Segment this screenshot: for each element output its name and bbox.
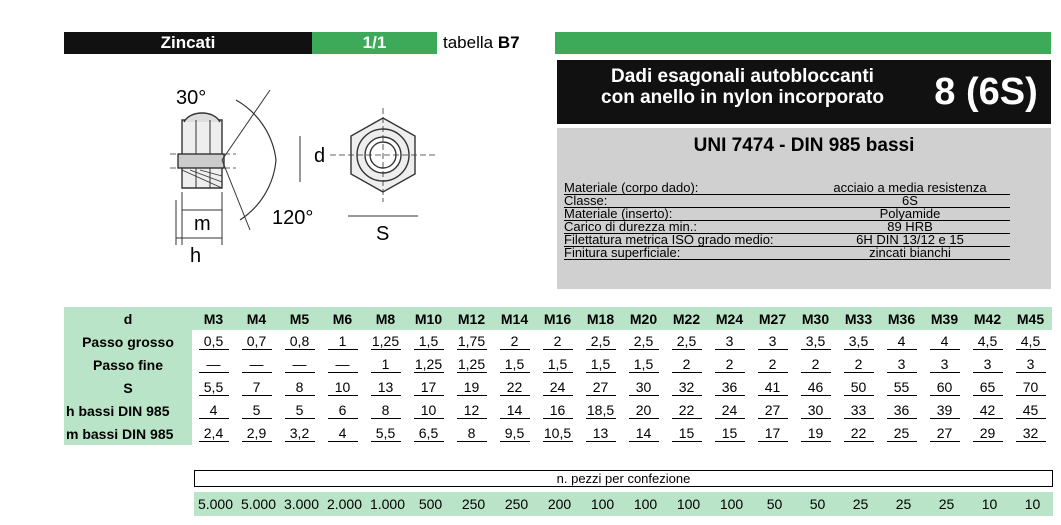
table-cell-value: 39 <box>930 402 960 419</box>
table-cell <box>450 399 493 422</box>
table-row <box>64 399 1052 422</box>
table-cell-value: 32 <box>672 379 702 396</box>
page-indicator: 1/1 <box>312 32 437 54</box>
table-cell <box>794 353 837 376</box>
pieces-cell: 50 <box>809 496 826 512</box>
spec-value: Polyamide <box>810 207 1010 221</box>
table-cell-value: 17 <box>414 379 444 396</box>
table-cell-value: 2 <box>758 356 788 373</box>
table-cell <box>364 399 407 422</box>
table-cell-value: 1,25 <box>414 356 443 372</box>
table-cell <box>966 399 1009 422</box>
table-cell <box>235 330 278 353</box>
table-cell <box>708 353 751 376</box>
table-cell <box>536 399 579 422</box>
table-cell <box>493 376 536 399</box>
table-cell-value: 4 <box>199 402 229 419</box>
spec-standard: UNI 7474 - DIN 985 bassi <box>693 135 915 156</box>
table-cell-value: 46 <box>801 379 831 396</box>
table-row <box>64 422 1052 445</box>
table-cell <box>278 330 321 353</box>
table-cell <box>622 353 665 376</box>
table-cell-value: 2,5 <box>586 333 616 350</box>
finish-header: Zincati <box>64 32 312 54</box>
table-cell-value: 2,5 <box>672 333 702 350</box>
size-header-cell: M27 <box>751 307 794 330</box>
table-cell <box>235 376 278 399</box>
table-header-row <box>64 307 1052 330</box>
size-header-cell: M16 <box>536 307 579 330</box>
row-label: h bassi DIN 985 <box>64 399 192 422</box>
table-cell-value: 18,5 <box>586 402 615 418</box>
pieces-per-pack-header: n. pezzi per confezione <box>194 470 1053 487</box>
label-h: h <box>190 245 202 267</box>
table-cell <box>450 353 493 376</box>
row-label: m bassi DIN 985 <box>64 422 192 445</box>
table-cell-value: 10 <box>414 402 444 419</box>
table-cell <box>665 399 708 422</box>
table-cell-value: 2 <box>715 356 745 373</box>
spec-label: Finitura superficiale: <box>564 246 814 260</box>
spec-label: Materiale (corpo dado): <box>564 181 814 195</box>
table-cell <box>837 422 880 445</box>
table-cell <box>321 376 364 399</box>
table-cell-value: 27 <box>586 379 616 396</box>
table-reference <box>437 32 561 54</box>
nut-diagram <box>140 70 560 280</box>
table-prefix: tabella <box>443 33 498 52</box>
table-cell <box>579 353 622 376</box>
table-cell <box>1009 376 1052 399</box>
size-header-cell: M10 <box>407 307 450 330</box>
table-cell-value: 2,4 <box>199 425 229 442</box>
table-cell-value: 2 <box>672 356 702 373</box>
table-cell-value: 1,25 <box>457 356 486 372</box>
table-cell <box>450 422 493 445</box>
table-cell-value: 30 <box>801 402 831 419</box>
table-cell <box>751 422 794 445</box>
table-cell <box>966 376 1009 399</box>
table-cell-value: 36 <box>887 402 917 419</box>
table-cell-value: 55 <box>887 379 917 396</box>
table-cell-value: 22 <box>500 379 530 396</box>
label-m: m <box>194 213 211 235</box>
table-cell-value: 3 <box>887 356 917 373</box>
table-row <box>64 353 1052 376</box>
table-cell-value: 8 <box>285 379 315 396</box>
table-cell <box>364 330 407 353</box>
table-cell <box>321 330 364 353</box>
spec-value: zincati bianchi <box>810 246 1010 260</box>
table-cell-value: 13 <box>586 425 616 442</box>
table-header-label: d <box>64 307 192 330</box>
table-cell <box>966 422 1009 445</box>
table-cell-value: 19 <box>801 425 831 442</box>
table-cell <box>880 422 923 445</box>
size-header-cell: M8 <box>364 307 407 330</box>
table-cell <box>794 330 837 353</box>
table-cell <box>923 353 966 376</box>
table-cell <box>665 353 708 376</box>
size-header-cell: M14 <box>493 307 536 330</box>
table-cell-value: 4,5 <box>973 333 1003 350</box>
table-cell <box>1009 422 1052 445</box>
table-cell <box>536 353 579 376</box>
table-cell-value: 1,5 <box>414 333 444 350</box>
table-cell-value: 2 <box>543 333 573 350</box>
table-cell-value: 6 <box>328 402 358 419</box>
table-cell-value: 12 <box>457 402 487 419</box>
size-header-cell: M12 <box>450 307 493 330</box>
table-cell <box>235 422 278 445</box>
size-header-cell: M45 <box>1009 307 1052 330</box>
table-code: B7 <box>497 33 520 52</box>
product-title <box>565 66 920 108</box>
table-cell <box>493 330 536 353</box>
table-cell <box>880 330 923 353</box>
table-cell <box>622 330 665 353</box>
table-cell <box>923 330 966 353</box>
size-header-cell: M39 <box>923 307 966 330</box>
table-cell <box>665 422 708 445</box>
table-cell <box>192 330 235 353</box>
table-cell-value: 19 <box>457 379 487 396</box>
table-cell <box>536 330 579 353</box>
table-cell-value: 45 <box>1016 402 1046 419</box>
table-cell <box>407 330 450 353</box>
table-cell <box>880 376 923 399</box>
table-cell <box>708 330 751 353</box>
spec-label: Filettatura metrica ISO grado medio: <box>564 233 814 247</box>
table-cell <box>278 399 321 422</box>
pieces-cell: 250 <box>461 496 486 512</box>
table-cell-value: 5 <box>242 402 272 419</box>
table-cell <box>1009 353 1052 376</box>
table-cell <box>192 376 235 399</box>
table-cell-value: 50 <box>844 379 874 396</box>
pieces-cell: 250 <box>504 496 529 512</box>
spec-label: Materiale (inserto): <box>564 207 814 221</box>
spec-value: acciaio a media resistenza <box>810 181 1010 195</box>
pieces-cell: 25 <box>852 496 869 512</box>
table-cell <box>192 353 235 376</box>
row-label: Passo fine <box>64 353 192 376</box>
table-cell <box>622 422 665 445</box>
table-cell <box>321 353 364 376</box>
table-cell <box>192 422 235 445</box>
table-cell-value: 3,5 <box>844 333 874 350</box>
size-header-cell: M6 <box>321 307 364 330</box>
table-cell-value: 3 <box>758 333 788 350</box>
table-cell-value: 33 <box>844 402 874 419</box>
table-cell-value: — <box>199 356 229 373</box>
table-cell-value: 14 <box>629 425 659 442</box>
size-header-cell: M18 <box>579 307 622 330</box>
table-cell-value: 24 <box>543 379 573 396</box>
table-cell-value: 41 <box>758 379 788 396</box>
table-cell <box>407 422 450 445</box>
pieces-cell: 500 <box>418 496 443 512</box>
size-header-cell: M33 <box>837 307 880 330</box>
table-cell <box>751 399 794 422</box>
table-cell <box>794 399 837 422</box>
pieces-cell: 10 <box>1024 496 1041 512</box>
table-cell <box>966 353 1009 376</box>
table-cell <box>235 353 278 376</box>
label-angle-top: 30° <box>176 87 207 109</box>
table-cell <box>622 376 665 399</box>
spec-value: 6H DIN 13/12 e 15 <box>810 233 1010 247</box>
pieces-cell: 100 <box>633 496 658 512</box>
table-cell-value: 13 <box>371 379 401 396</box>
product-title-line1: Dadi esagonali autobloccanti <box>611 66 874 87</box>
table-cell <box>751 376 794 399</box>
table-cell-value: 2,5 <box>629 333 659 350</box>
table-cell-value: 14 <box>500 402 530 419</box>
table-cell <box>536 422 579 445</box>
table-cell-value: — <box>285 356 315 373</box>
table-cell-value: 3 <box>973 356 1003 373</box>
table-cell <box>880 399 923 422</box>
table-cell <box>536 376 579 399</box>
table-cell-value: 70 <box>1016 379 1046 396</box>
pieces-cell: 3.000 <box>283 496 320 512</box>
table-cell-value: 2 <box>500 333 530 350</box>
table-cell <box>751 353 794 376</box>
table-cell-value: 1,25 <box>371 333 400 349</box>
table-cell <box>837 353 880 376</box>
table-cell <box>665 376 708 399</box>
nut-front-view <box>330 108 436 202</box>
size-header-cell: M36 <box>880 307 923 330</box>
pieces-cell: 100 <box>719 496 744 512</box>
table-cell <box>235 399 278 422</box>
table-cell-value: 29 <box>973 425 1003 442</box>
table-cell <box>923 422 966 445</box>
table-cell-value: 0,5 <box>199 333 229 350</box>
row-label: Passo grosso <box>64 330 192 353</box>
product-title-line2: con anello in nylon incorporato <box>601 87 884 108</box>
table-cell <box>794 422 837 445</box>
table-cell <box>579 399 622 422</box>
pieces-cell: 100 <box>676 496 701 512</box>
table-cell <box>364 422 407 445</box>
table-cell-value: 32 <box>1016 425 1046 442</box>
table-cell-value: 15 <box>715 425 745 442</box>
size-header-cell: M5 <box>278 307 321 330</box>
table-cell-value: 1,5 <box>500 356 530 373</box>
table-cell-value: 5,5 <box>371 425 401 442</box>
label-d: d <box>314 145 326 167</box>
table-cell <box>278 422 321 445</box>
table-cell-value: 6,5 <box>414 425 444 442</box>
table-cell-value: 1 <box>371 356 401 373</box>
table-cell-value: 24 <box>715 402 745 419</box>
spec-label: Carico di durezza min.: <box>564 220 814 234</box>
table-cell-value: 15 <box>672 425 702 442</box>
label-s: S <box>376 223 390 245</box>
table-cell-value: 22 <box>672 402 702 419</box>
pieces-cell: 50 <box>766 496 783 512</box>
table-cell <box>579 422 622 445</box>
table-cell-value: 3 <box>1016 356 1046 373</box>
table-cell-value: 3,5 <box>801 333 831 350</box>
table-cell-value: 2 <box>801 356 831 373</box>
size-header-cell: M42 <box>966 307 1009 330</box>
table-cell <box>966 330 1009 353</box>
table-cell-value: 42 <box>973 402 1003 419</box>
spec-value: 89 HRB <box>810 220 1010 234</box>
table-cell-value: 1 <box>328 333 358 350</box>
size-header-cell: M4 <box>235 307 278 330</box>
table-cell-value: 0,7 <box>242 333 272 350</box>
table-cell-value: 27 <box>758 402 788 419</box>
size-header-cell: M22 <box>665 307 708 330</box>
table-cell-value: 16 <box>543 402 573 419</box>
table-cell-value: 5 <box>285 402 315 419</box>
table-cell <box>450 376 493 399</box>
table-cell-value: 4 <box>930 333 960 350</box>
dimensions-table <box>64 307 1052 445</box>
spec-label: Classe: <box>564 194 814 208</box>
table-cell <box>708 422 751 445</box>
table-cell-value: 2 <box>844 356 874 373</box>
table-cell <box>450 330 493 353</box>
pieces-cell: 5.000 <box>240 496 277 512</box>
table-cell <box>708 399 751 422</box>
table-cell <box>837 399 880 422</box>
table-cell-value: 22 <box>844 425 874 442</box>
table-cell <box>837 376 880 399</box>
table-cell-value: — <box>328 356 358 373</box>
table-cell-value: 20 <box>629 402 659 419</box>
table-cell-value: 9,5 <box>500 425 530 442</box>
table-cell-value: 10,5 <box>543 425 572 441</box>
pieces-cell: 200 <box>547 496 572 512</box>
table-cell-value: 1,5 <box>629 356 659 373</box>
table-cell-value: 27 <box>930 425 960 442</box>
table-cell <box>493 353 536 376</box>
table-cell <box>708 376 751 399</box>
table-cell-value: 8 <box>457 425 487 442</box>
table-cell <box>1009 399 1052 422</box>
table-cell <box>364 353 407 376</box>
table-cell <box>923 399 966 422</box>
table-cell-value: 10 <box>328 379 358 396</box>
table-row <box>64 376 1052 399</box>
table-cell-value: 7 <box>242 379 272 396</box>
table-cell-value: 1,75 <box>457 333 486 349</box>
angle-arc-bottom <box>240 160 276 220</box>
pieces-cell: 10 <box>981 496 998 512</box>
table-cell-value: 30 <box>629 379 659 396</box>
table-cell-value: 1,5 <box>543 356 573 373</box>
table-cell-value: 8 <box>371 402 401 419</box>
table-cell <box>407 376 450 399</box>
table-cell-value: 65 <box>973 379 1003 396</box>
table-row <box>64 330 1052 353</box>
table-cell <box>364 376 407 399</box>
spec-value: 6S <box>810 194 1010 208</box>
table-cell <box>321 399 364 422</box>
size-header-cell: M3 <box>192 307 235 330</box>
table-cell-value: 60 <box>930 379 960 396</box>
table-cell-value: 4,5 <box>1016 333 1046 350</box>
dimensions-table-body <box>64 307 1052 445</box>
table-cell-value: 2,9 <box>242 425 272 442</box>
size-header-cell: M24 <box>708 307 751 330</box>
pieces-cell: 2.000 <box>326 496 363 512</box>
pieces-cell: 25 <box>895 496 912 512</box>
table-cell <box>493 422 536 445</box>
table-cell-value: 3 <box>930 356 960 373</box>
table-cell <box>407 353 450 376</box>
pieces-cell: 100 <box>590 496 615 512</box>
size-header-cell: M20 <box>622 307 665 330</box>
nut-side-view <box>170 113 236 188</box>
table-cell <box>923 376 966 399</box>
table-cell <box>1009 330 1052 353</box>
table-cell <box>665 330 708 353</box>
table-cell <box>579 330 622 353</box>
pieces-cell: 5.000 <box>197 496 234 512</box>
table-cell-value: 17 <box>758 425 788 442</box>
table-cell <box>880 353 923 376</box>
table-cell-value: 3,2 <box>285 425 315 442</box>
size-header-cell: M30 <box>794 307 837 330</box>
table-cell-value: 4 <box>328 425 358 442</box>
table-cell-value: 4 <box>887 333 917 350</box>
table-cell <box>794 376 837 399</box>
table-cell-value: — <box>242 356 272 373</box>
pieces-cell: 1.000 <box>369 496 406 512</box>
pieces-per-pack-row <box>194 492 1053 516</box>
row-label: S <box>64 376 192 399</box>
table-cell-value: 3 <box>715 333 745 350</box>
table-cell <box>321 422 364 445</box>
label-angle-bottom: 120° <box>272 207 314 229</box>
header-green-strip <box>555 32 1051 54</box>
table-cell <box>622 399 665 422</box>
product-class-code: 8 (6S) <box>934 71 1038 113</box>
table-cell-value: 25 <box>887 425 917 442</box>
table-cell-value: 5,5 <box>199 379 229 396</box>
table-cell <box>278 353 321 376</box>
table-cell-value: 36 <box>715 379 745 396</box>
table-cell <box>837 330 880 353</box>
table-cell-value: 0,8 <box>285 333 315 350</box>
table-cell-value: 1,5 <box>586 356 616 373</box>
table-cell <box>579 376 622 399</box>
table-cell <box>751 330 794 353</box>
table-cell <box>278 376 321 399</box>
table-cell <box>407 399 450 422</box>
table-cell <box>192 399 235 422</box>
table-cell <box>493 399 536 422</box>
pieces-cell: 25 <box>938 496 955 512</box>
